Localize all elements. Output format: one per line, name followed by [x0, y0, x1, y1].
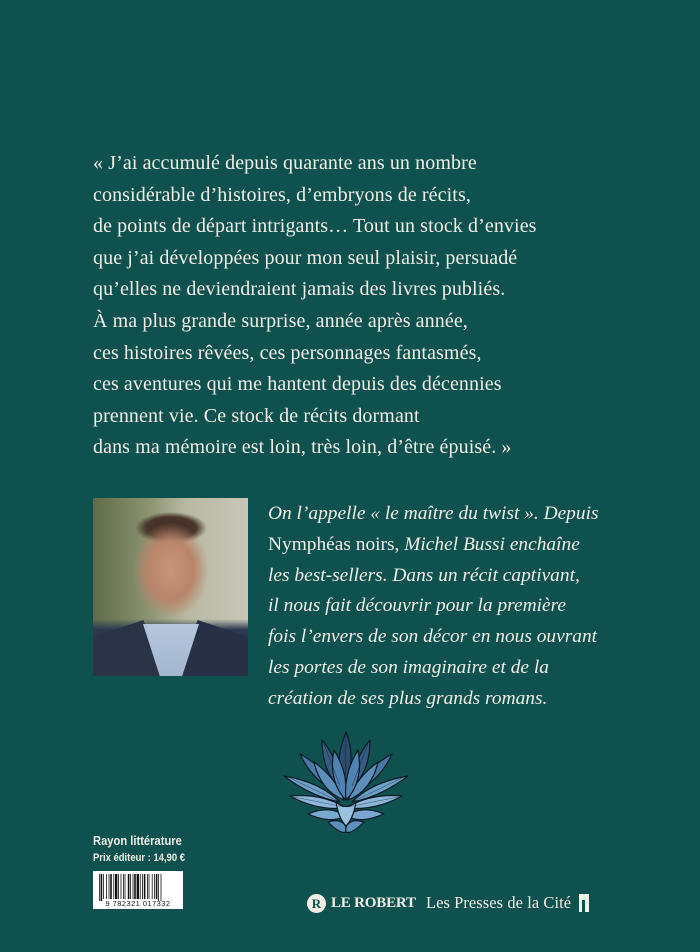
quote-line: prennent vie. Ce stock de récits dormant: [93, 404, 420, 427]
isbn-number: 9 782321 017332: [105, 899, 171, 908]
rayon-label: Rayon littérature: [93, 833, 182, 848]
barcode-bar: [113, 874, 114, 899]
blurb-text: Michel Bussi enchaîne: [399, 533, 580, 555]
barcode-bar: [109, 874, 110, 899]
barcode-bar: [118, 874, 119, 899]
le-robert-logo: [307, 891, 416, 915]
barcode-bar: [142, 874, 143, 899]
lotus-flower-icon: [278, 722, 414, 838]
presses-de-la-cite-name: Les Presses de la Cité: [426, 893, 572, 912]
barcode-bar: [134, 874, 136, 899]
blurb-line: création de ses plus grands romans.: [268, 687, 548, 709]
barcode-bar: [158, 874, 159, 901]
barcode-bar: [161, 874, 162, 901]
quote-line: ces aventures qui me hantent depuis des décennies: [93, 373, 502, 396]
barcode-bar: [156, 874, 158, 899]
barcode-bar: [149, 874, 150, 899]
barcode-bar: [115, 874, 117, 899]
quote-line: ces histoires rêvées, ces personnages fantasmés,: [93, 341, 482, 364]
isbn-barcode: [93, 871, 183, 909]
author-photo: [93, 498, 248, 676]
quote-line: À ma plus grande surprise, année après année,: [93, 309, 468, 332]
barcode-bar: [140, 874, 141, 899]
presses-de-la-cite-logo: [426, 891, 591, 915]
barcode-bar: [147, 874, 148, 899]
barcode-bar: [133, 874, 134, 899]
barcode-bar: [152, 874, 153, 899]
barcode-bar: [125, 874, 126, 899]
presses-de-la-cite-logo-icon: [577, 892, 591, 914]
blurb-line: les best-sellers. Dans un récit captivant,: [268, 564, 580, 586]
quote-line: que j’ai développées pour mon seul plaisir, persuadé: [93, 246, 518, 269]
barcode-bar: [137, 874, 139, 899]
barcode-bar: [154, 874, 155, 899]
quote-line: qu’elles ne deviendraient jamais des livres publiés.: [93, 278, 506, 301]
blurb-line: les portes de son imaginaire et de la: [268, 656, 549, 678]
barcode-bar: [99, 874, 100, 901]
barcode-bar: [144, 874, 146, 899]
barcode-bar: [123, 874, 124, 899]
barcode-bar: [106, 874, 107, 899]
author-blurb: [268, 499, 628, 715]
barcode-bar: [103, 874, 104, 899]
barcode-bar: [121, 874, 122, 899]
book-title-nympheas: Nymphéas noirs,: [268, 533, 400, 555]
quote-line: considérable d’histoires, d’embryons de récits,: [93, 183, 471, 206]
barcode-bar: [128, 874, 130, 899]
barcode-bar: [101, 874, 103, 901]
le-robert-name: LE ROBERT: [331, 894, 416, 911]
blurb-line: fois l’envers de son décor en nous ouvrant: [268, 626, 598, 648]
le-robert-logo-icon: R: [307, 894, 326, 913]
quote-line: dans ma mémoire est loin, très loin, d’être épuisé. »: [93, 436, 512, 459]
barcode-bar: [130, 874, 131, 899]
quote-line: de points de départ intrigants… Tout un stock d’envies: [93, 215, 537, 238]
quote-line: « J’ai accumulé depuis quarante ans un nombre: [93, 152, 477, 174]
blurb-line: [268, 530, 628, 561]
barcode-bars: [93, 871, 183, 901]
publisher-price: Prix éditeur : 14,90 €: [93, 852, 186, 864]
blurb-line: il nous fait découvrir pour la première: [268, 595, 567, 617]
blurb-line: On l’appelle « le maître du twist ». Depuis: [268, 503, 599, 524]
back-cover-quote: [93, 148, 613, 464]
barcode-bar: [110, 874, 112, 899]
